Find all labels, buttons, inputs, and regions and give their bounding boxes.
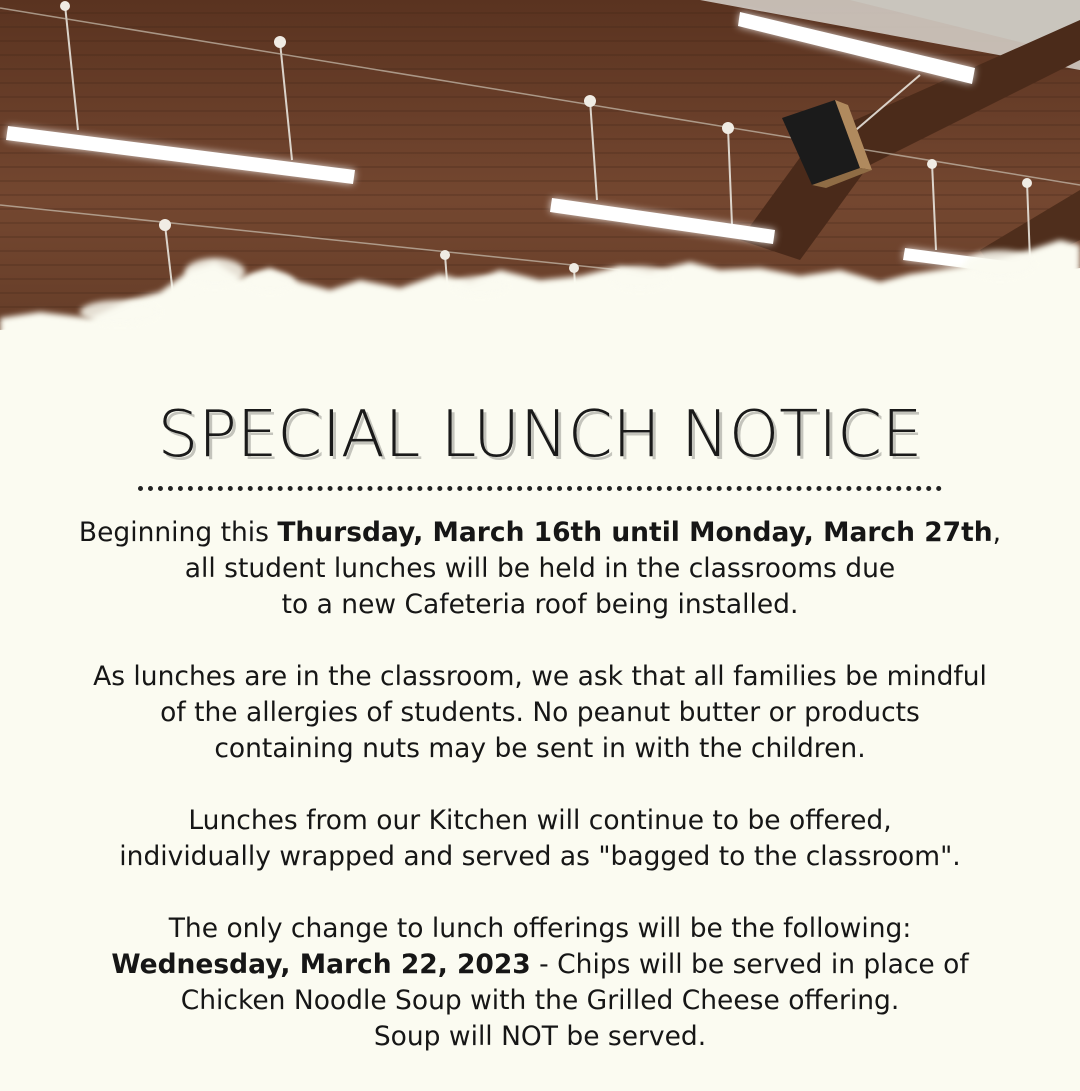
ceiling-photo-banner — [0, 0, 1080, 400]
text-segment: - Chips will be served in place of — [530, 949, 969, 980]
notice-content — [0, 390, 1080, 1091]
paragraph-dates — [0, 515, 1080, 623]
paragraph-menu-change — [0, 911, 1080, 1055]
text-line: all student lunches will be held in the classrooms due — [184, 553, 896, 584]
text-line: Lunches from our Kitchen will continue to be offered, — [188, 805, 892, 836]
text-segment: , — [992, 517, 1002, 548]
text-line: Soup will NOT be served. — [373, 1021, 707, 1052]
bold-date: Wednesday, March 22, 2023 — [111, 949, 531, 980]
text-segment: Beginning this — [78, 517, 278, 548]
text-line: As lunches are in the classroom, we ask that all families be mindful — [93, 661, 987, 692]
paragraph-allergies — [0, 659, 1080, 767]
text-line — [0, 947, 1080, 983]
text-line: to a new Cafeteria roof being installed. — [281, 589, 799, 620]
bold-dates: Thursday, March 16th until Monday, March 27th — [277, 517, 993, 548]
text-line: of the allergies of students. No peanut butter or products — [160, 697, 920, 728]
ceiling-photo-illustration — [0, 0, 1080, 400]
text-line: Chicken Noodle Soup with the Grilled Cheese offering. — [180, 985, 900, 1016]
dotted-divider — [138, 486, 942, 491]
text-line: The only change to lunch offerings will be the following: — [168, 913, 912, 944]
paragraph-kitchen — [0, 803, 1080, 875]
notice-body — [0, 515, 1080, 1055]
text-line: individually wrapped and served as "bagged to the classroom". — [119, 841, 961, 872]
text-line: containing nuts may be sent in with the children. — [214, 733, 866, 764]
text-line — [0, 515, 1080, 551]
notice-title: SPECIAL LUNCH NOTICE — [157, 398, 923, 472]
